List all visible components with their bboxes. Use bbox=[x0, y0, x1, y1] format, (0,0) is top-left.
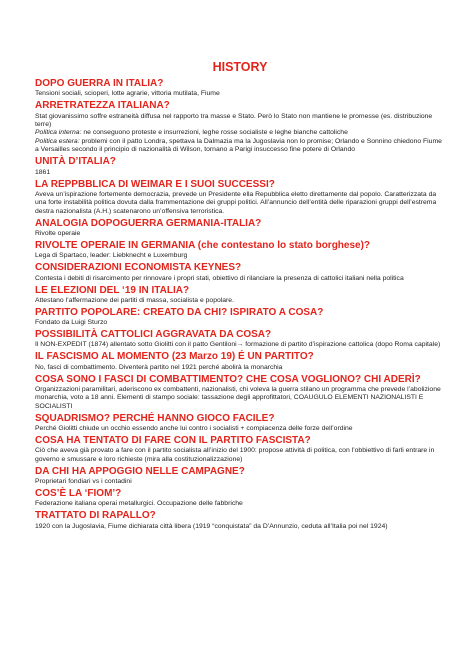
qa-section bbox=[35, 351, 445, 372]
section-heading: COSA SONO I FASCI DI COMBATTIMENTO? CHE COSA VOGLIONO? CHI ADERÌ? bbox=[35, 373, 421, 385]
section-heading: UNITÀ D’ITALIA? bbox=[35, 156, 116, 168]
qa-section bbox=[35, 466, 445, 487]
answer-text: Contesta i debiti di risarcimento per rinnovare i propri stati, obiettivo di rilanciare la presenza di cattolici italiani nella politica bbox=[35, 274, 404, 282]
section-heading: IL FASCISMO AL MOMENTO (23 Marzo 19) É UN PARTITO? bbox=[35, 351, 314, 363]
section-answer bbox=[35, 447, 445, 464]
document-title: HISTORY bbox=[212, 60, 268, 74]
section-list bbox=[35, 78, 445, 531]
answer-paragraph bbox=[35, 90, 445, 98]
answer-text: Attestano l’affermazione dei partiti di massa, socialista e popolare. bbox=[35, 296, 234, 304]
section-heading: SQUADRISMO? PERCHÉ HANNO GIOCO FACILE? bbox=[35, 412, 275, 424]
answer-lead-label: Politica interna: bbox=[35, 129, 82, 137]
answer-text: problemi con il patto Londra, spettava la Dalmazia ma la Jugoslavia non lo promise; Orlando e Sonnino chiedono Fiume a Versailles secondo il principio di nazionalità di Wilson, tornano a Parigi insuccesso fine potere di Orlando bbox=[35, 137, 442, 154]
qa-section bbox=[35, 218, 445, 239]
section-answer bbox=[35, 90, 445, 98]
answer-paragraph bbox=[35, 297, 445, 305]
qa-section bbox=[35, 413, 445, 434]
answer-text: Organizzazioni paramilitari, aderiscono ex combattenti, nazionalisti, chi voleva la guerra stilano un programma che prevede l’abolizione monarchia, voto a 18 anni. Elementi di stampo sociale: tassazione degli approfittatori, COAUGULO ELEMENTI NAZIONALISTI E SOCIALISTI bbox=[35, 386, 441, 410]
section-answer bbox=[35, 169, 445, 177]
section-answer bbox=[35, 191, 445, 216]
qa-section bbox=[35, 307, 445, 328]
section-heading: LA REPPBBLICA DI WEIMAR E I SUOI SUCCESSI? bbox=[35, 178, 275, 190]
qa-section bbox=[35, 240, 445, 261]
section-heading: COS’È LA ‘FIOM’? bbox=[35, 488, 122, 500]
answer-text: Aveva un’ispirazione fortemente democrazia, prevede un Presidente ella Repubblica eletto direttamente dal popolo. Caratterizzata da una forte instabilità politica dovuta dalla frammentazione dei gruppi politici. All’annuncio dell’entità delle riparazioni gruppi dell’estrema destra nazionalista (A.H.) scatenarono un’offensiva terroristica. bbox=[35, 190, 437, 215]
answer-text: Il NON-EXPEDIT (1874) allentato sotto Giolitti con il patto Gentiloni→ formazione di partito d’ispirazione cattolica (dopo Roma capitale) bbox=[35, 341, 441, 349]
answer-text: Perché Giolitti chiude un occhio essendo anche lui contro i socialisti + compiacenza delle forze dell’ordine bbox=[35, 425, 353, 433]
answer-paragraph bbox=[35, 169, 445, 177]
answer-paragraph bbox=[35, 364, 445, 372]
section-answer bbox=[35, 297, 445, 305]
qa-section bbox=[35, 435, 445, 464]
qa-section bbox=[35, 510, 445, 531]
section-answer bbox=[35, 364, 445, 372]
answer-text: Ciò che aveva già provato a fare con il partito socialista all’inizio del 1900: propose attività di politica, con l’obbiettivo di farli entrare in governo e smussare e loro richieste (mira alla costituzionalizzazione) bbox=[35, 447, 435, 463]
section-answer bbox=[35, 425, 445, 433]
qa-section bbox=[35, 285, 445, 306]
qa-section bbox=[35, 488, 445, 509]
section-heading: ANALOGIA DOPOGUERRA GERMANIA-ITALIA? bbox=[35, 217, 262, 229]
answer-paragraph bbox=[35, 478, 445, 486]
section-heading: ARRETRATEZZA ITALIANA? bbox=[35, 100, 170, 112]
qa-section bbox=[35, 329, 445, 350]
qa-section bbox=[35, 262, 445, 283]
answer-paragraph bbox=[35, 341, 445, 349]
answer-paragraph bbox=[35, 319, 445, 327]
answer-paragraph bbox=[35, 113, 445, 130]
answer-paragraph bbox=[35, 129, 445, 137]
section-heading: TRATTATO DI RAPALLO? bbox=[35, 510, 156, 522]
answer-paragraph bbox=[35, 191, 445, 216]
answer-text: Fondato da Luigi Sturzo bbox=[35, 319, 108, 327]
section-answer bbox=[35, 478, 445, 486]
section-heading: DOPO GUERRA IN ITALIA? bbox=[35, 78, 164, 89]
section-answer bbox=[35, 319, 445, 327]
section-heading: PARTITO POPOLARE: CREATO DA CHI? ISPIRATO A COSA? bbox=[35, 306, 324, 318]
answer-paragraph bbox=[35, 275, 445, 283]
answer-paragraph bbox=[35, 138, 445, 155]
answer-text: Lega di Spartaco, leader: Liebknecht e Luxemburg bbox=[35, 252, 188, 260]
section-heading: CONSIDERAZIONI ECONOMISTA KEYNES? bbox=[35, 262, 242, 274]
answer-paragraph bbox=[35, 447, 445, 464]
answer-paragraph bbox=[35, 500, 445, 508]
answer-paragraph bbox=[35, 523, 445, 531]
qa-section bbox=[35, 100, 445, 154]
answer-lead-label: Politica estera: bbox=[35, 137, 80, 145]
section-heading: POSSIBILITÀ CATTOLICI AGGRAVATA DA COSA? bbox=[35, 329, 272, 341]
qa-section bbox=[35, 156, 445, 177]
answer-text: No, fasci di combattimento. Diventerà partito nel 1921 perché abolirà la monarchia bbox=[35, 363, 283, 371]
answer-paragraph bbox=[35, 230, 445, 238]
qa-section bbox=[35, 78, 445, 99]
qa-section bbox=[35, 374, 445, 412]
answer-text: Proprietari fondiari vs i contadini bbox=[35, 478, 132, 486]
section-answer bbox=[35, 523, 445, 531]
answer-text: Stat giovanissimo soffre estraneità diffusa nel rapporto tra masse e Stato. Però lo Stato non mantiene le promesse (es. distribuzione terre) bbox=[35, 112, 433, 128]
section-answer bbox=[35, 341, 445, 349]
section-heading: LE ELEZIONI DEL ‘19 IN ITALIA? bbox=[35, 284, 190, 296]
section-answer bbox=[35, 230, 445, 238]
answer-paragraph bbox=[35, 252, 445, 260]
document-content bbox=[35, 60, 445, 533]
section-answer bbox=[35, 500, 445, 508]
section-answer bbox=[35, 252, 445, 260]
answer-paragraph bbox=[35, 386, 445, 411]
section-heading: DA CHI HA APPOGGIO NELLE CAMPAGNE? bbox=[35, 465, 245, 477]
answer-text: Tensioni sociali, scioperi, lotte agrarie, vittoria mutilata, Fiume bbox=[35, 90, 220, 98]
section-heading: RIVOLTE OPERAIE IN GERMANIA (che contestano lo stato borghese)? bbox=[35, 239, 371, 251]
section-answer bbox=[35, 113, 445, 155]
answer-text: Federazione italiana operai metallurgici. Occupazione delle fabbriche bbox=[35, 500, 243, 508]
answer-text: ne conseguono proteste e insurrezioni, leghe rosse socialiste e leghe bianche cattoliche bbox=[81, 129, 348, 137]
section-heading: COSA HA TENTATO DI FARE CON IL PARTITO FASCISTA? bbox=[35, 435, 311, 447]
answer-text: 1920 con la Jugoslavia, Fiume dichiarata città libera (1919 “conquistata” da D’Annunzio, ceduta all’Italia poi nel 1924) bbox=[35, 522, 388, 530]
answer-text: Rivolte operaie bbox=[35, 229, 81, 237]
answer-paragraph bbox=[35, 425, 445, 433]
section-answer bbox=[35, 386, 445, 411]
qa-section bbox=[35, 179, 445, 217]
section-answer bbox=[35, 275, 445, 283]
answer-text: 1861 bbox=[35, 168, 51, 176]
